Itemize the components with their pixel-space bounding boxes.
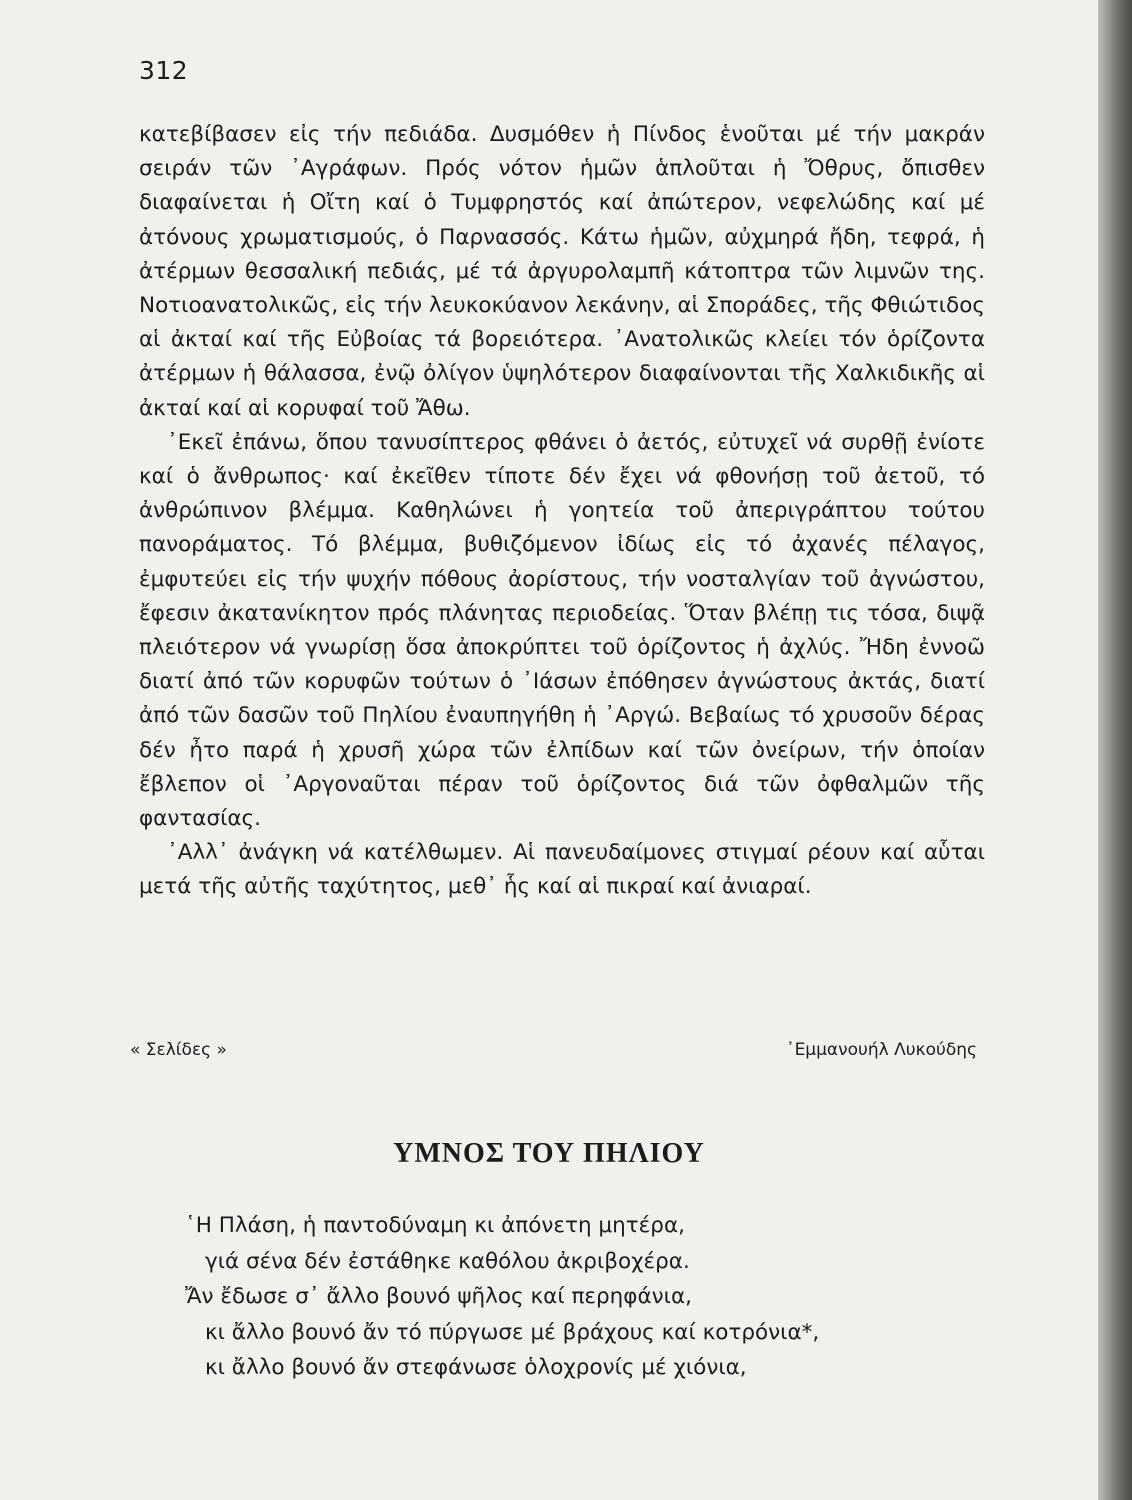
poem-body	[185, 1208, 985, 1386]
paragraph: ᾿Εκεῖ ἐπάνω, ὅπου τανυσίπτερος φθάνει ὁ ἀετός, εὐτυχεῖ νά συρθῇ ἐνίοτε καί ὁ ἄνθρωπος· καί ἐκεῖθεν τίποτε δέν ἔχει νά φθονήσῃ τοῦ ἀετοῦ, τό ἀνθρώπινον βλέμμα. Καθηλώνει ἡ γοητεία τοῦ ἀπεριγράπτου τούτου πανοράματος. Τό βλέμμα, βυθιζόμενον ἰδίως εἰς τό ἀχανές πέλαγος, ἐμφυτεύει εἰς τήν ψυχήν πόθους ἀορίστους, τήν νοσταλγίαν τοῦ ἀγνώστου, ἔφεσιν ἀκατανίκητον πρός πλάνητας περιοδείας. Ὅταν βλέπῃ τις τόσα, διψᾷ πλειότερον νά γνωρίσῃ ὅσα ἀποκρύπτει τοῦ ὁρίζοντος ἡ ἀχλύς. Ἤδη ἐννοῶ διατί ἀπό τῶν κορυφῶν τούτων ὁ ᾿Ιάσων ἐπόθησεν ἀγνώστους ἀκτάς, διατί ἀπό τῶν δασῶν τοῦ Πηλίου ἐναυπηγήθη ἡ ᾿Αργώ. Βεβαίως τό χρυσοῦν δέρας δέν ἦτο παρά ἡ χρυσῆ χώρα τῶν ἐλπίδων καί τῶν ὀνείρων, τήν ὁποίαν ἔβλεπον οἱ ᾿Αργοναῦται πέραν τοῦ ὁρίζοντος διά τῶν ὀφθαλμῶν τῆς φαντασίας.	[139, 429, 985, 832]
poem-title: ΥΜΝΟΣ ΤΟΥ ΠΗΛΙΟΥ	[393, 1138, 705, 1169]
poem-line: κι ἄλλο βουνό ἄν τό πύργωσε μέ βράχους καί κοτρόνια*,	[205, 1319, 820, 1345]
author-name: ᾿Εμμανουήλ Λυκούδης	[786, 1040, 977, 1060]
poem-line: ῾Η Πλάση, ἡ παντοδύναμη κι ἀπόνετη μητέρα,	[185, 1213, 685, 1238]
book-spine-shadow	[1098, 0, 1132, 1500]
page-number: 312	[139, 56, 189, 85]
poem-line: Ἄν ἔδωσε σ᾿ ἄλλο βουνό ψῆλος καί περηφάνια,	[185, 1284, 692, 1309]
paragraph: ᾿Αλλ᾿ ἀνάγκη νά κατέλθωμεν. Αἱ πανευδαίμονες στιγμαί ρέουν καί αὗται μετά τῆς αὐτῆς ταχύτητος, μεθ᾿ ἧς καί αἱ πικραί καί ἀνιαραί.	[139, 840, 985, 900]
source-title: « Σελίδες »	[130, 1040, 227, 1060]
poem-line: γιά σένα δέν ἐστάθηκε καθόλου ἀκριβοχέρα.	[205, 1248, 690, 1274]
attribution	[130, 1040, 977, 1060]
prose-body	[139, 118, 985, 905]
poem-line: κι ἄλλο βουνό ἄν στεφάνωσε ὁλοχρονίς μέ χιόνια,	[205, 1355, 747, 1380]
paragraph: κατεβίβασεν εἰς τήν πεδιάδα. Δυσμόθεν ἡ Πίνδος ἑνοῦται μέ τήν μακράν σειράν τῶν ᾿Αγράφων. Πρός νότον ἡμῶν ἁπλοῦται ἡ Ὄθρυς, ὄπισθεν διαφαίνεται ἡ Οἴτη καί ὁ Τυμφρηστός καί ἀπώτερον, νεφελώδης καί μέ ἀτόνους χρωματισμούς, ὁ Παρνασσός. Κάτω ἡμῶν, αὐχμηρά ἤδη, τεφρά, ἡ ἀτέρμων θεσσαλική πεδιάς, μέ τά ἀργυρολαμπῆ κάτοπτρα τῶν λιμνῶν της. Νοτιοανατολικῶς, εἰς τήν λευκοκύανον λεκάνην, αἱ Σποράδες, τῆς Φθιώτιδος αἱ ἀκταί καί τῆς Εὐβοίας τά βορειότερα. ᾿Ανατολικῶς κλείει τόν ὁρίζοντα ἀτέρμων ἡ θάλασσα, ἐνῷ ὀλίγον ὑψηλότερον διαφαίνονται τῆς Χαλκιδικῆς αἱ ἀκταί καί αἱ κορυφαί τοῦ Ἄθω.	[139, 122, 985, 421]
